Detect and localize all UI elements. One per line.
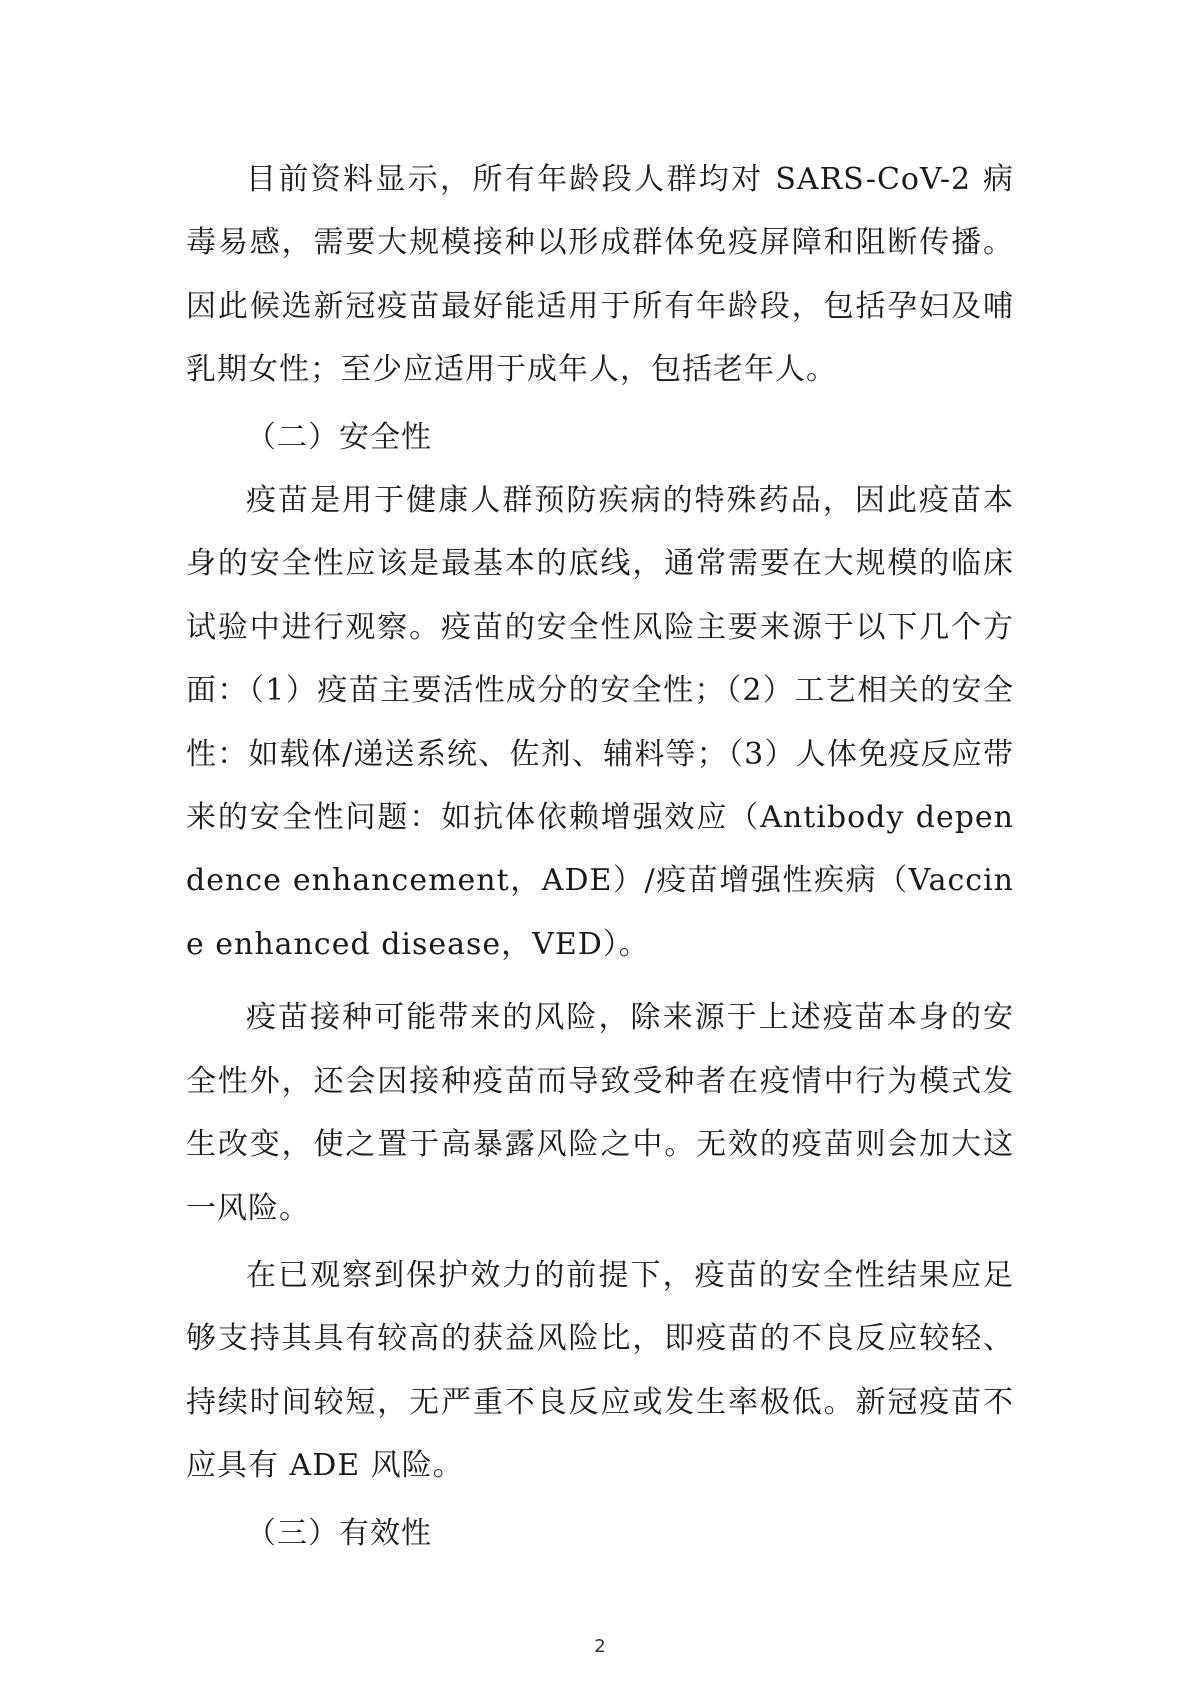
page-number: 2 — [594, 1636, 606, 1657]
paragraph-behavior-risk: 疫苗接种可能带来的风险，除来源于上述疫苗本身的安全性外，还会因接种疫苗而导致受种者在疫情中行为模式发生改变，使之置于高暴露风险之中。无效的疫苗则会加大这一风险。 — [186, 1000, 1014, 1226]
paragraph-safety-risks: 疫苗是用于健康人群预防疾病的特殊药品，因此疫苗本身的安全性应该是最基本的底线，通常需要在大规模的临床试验中进行观察。疫苗的安全性风险主要来源于以下几个方面：（1）疫苗主要活性成分的安全性；（2）工艺相关的安全性：如载体/递送系统、佐剂、辅料等；（3）人体免疫反应带来的安全性问题：如抗体依赖增强效应（Antibody dependence enhancement，ADE）/疫苗增强性疾病（Vaccine enhanced disease，VED）。 — [186, 483, 1014, 962]
paragraph-susceptibility: 目前资料显示，所有年龄段人群均对 SARS-CoV-2 病毒易感，需要大规模接种以形成群体免疫屏障和阻断传播。因此候选新冠疫苗最好能适用于所有年龄段，包括孕妇及哺乳期女性；至少应适用于成年人，包括老年人。 — [186, 162, 1014, 388]
section-heading-safety: （二）安全性 — [246, 419, 432, 455]
paragraph-benefit-risk: 在已观察到保护效力的前提下，疫苗的安全性结果应足够支持其具有较高的获益风险比，即疫苗的不良反应较轻、持续时间较短，无严重不良反应或发生率极低。新冠疫苗不应具有 ADE 风险。 — [186, 1257, 1014, 1484]
section-heading-efficacy: （三）有效性 — [246, 1515, 432, 1551]
document-body — [186, 148, 1014, 1565]
